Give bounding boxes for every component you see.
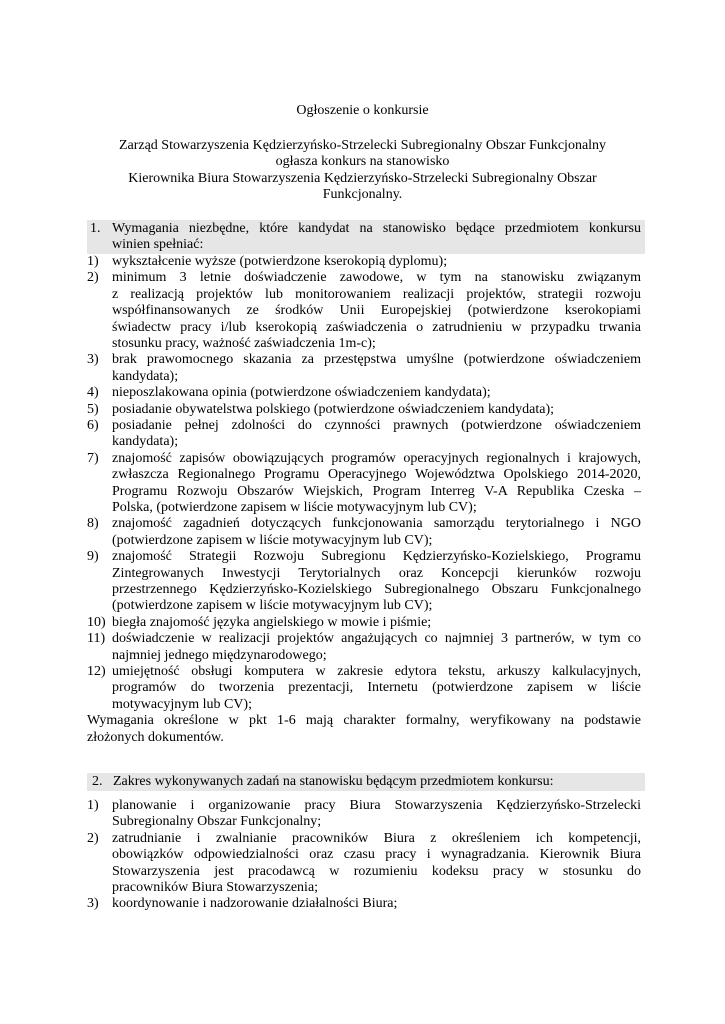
list-item-line: Programu Rozwoju Obszarów Wiejskich, Program Interreg V-A Republika Czeska – — [112, 483, 641, 499]
list-item-line: zwłaszcza Regionalnego Programu Operacyjnego Województwa Opolskiego 2014-2020, — [112, 467, 641, 483]
list-item-number: 2) — [87, 270, 99, 286]
intro-line: Zarząd Stowarzyszenia Kędzierzyńsko-Strzelecki Subregionalny Obszar Funkcjonalny — [118, 138, 607, 153]
section-1-heading-line1: Wymagania niezbędne, które kandydat na stanowisko będące przedmiotem konkursu — [112, 221, 641, 236]
list-item-line: z realizacją projektów lub monitorowaniem realizacji projektów, strategii rozwoju — [112, 286, 641, 302]
intro-line: ogłasza konkurs na stanowisko — [275, 154, 450, 169]
list-item-line: świadectw pracy i/lub kserokopią zaświadczenia o zatrudnieniu w przypadku trwania — [112, 319, 641, 335]
list-item-line: brak prawomocnego skazania za przestępstwa umyślne (potwierdzone oświadczeniem — [112, 352, 641, 368]
list-item-line: (potwierdzone zapisem w liście motywacyjnym lub CV); — [112, 598, 433, 614]
list-item-line: nieposzlakowana opinia (potwierdzone oświadczeniem kandydata); — [112, 385, 491, 401]
list-item-line: Zintegrowanych Inwestycji Terytorialnych oraz Koncepcji kierunków rozwoju — [112, 565, 641, 581]
list-item-number: 9) — [87, 549, 99, 565]
list-item-line: obowiązków odpowiedzialności oraz czasu pracy i wynagradzania. Kierownik Biura — [112, 847, 641, 863]
list-item-line: posiadanie obywatelstwa polskiego (potwierdzone oświadczeniem kandydata); — [112, 401, 555, 417]
list-item-number: 11) — [87, 631, 106, 647]
list-item-line: znajomość zagadnień dotyczących funkcjonowania samorządu terytorialnego i NGO — [112, 516, 641, 532]
list-item-number: 12) — [87, 664, 106, 679]
list-item-line: minimum 3 letnie doświadczenie zawodowe, w tym na stanowisku związanym — [112, 270, 641, 286]
section-2-number: 2. — [92, 774, 103, 789]
list-item-line: (potwierdzone zapisem w liście motywacyjnym lub CV); — [112, 532, 433, 548]
list-item-line: Polska, (potwierdzone zapisem w liście motywacyjnym lub CV); — [112, 500, 477, 515]
list-item-line: programów do tworzenia prezentacji, Internetu (potwierdzone zapisem w liście — [112, 680, 641, 696]
list-item-line: zatrudnianie i zwalnianie pracowników Biura z określeniem ich kompetencji, — [112, 830, 641, 846]
intro-line: Kierownika Biura Stowarzyszenia Kędzierzyńsko-Strzelecki Subregionalny Obszar — [128, 171, 597, 186]
list-item-number: 5) — [87, 401, 99, 417]
list-item-line: współfinansowanych ze środków Unii Europejskiej (potwierdzone kserokopiami — [112, 303, 641, 319]
list-item-number: 1) — [87, 798, 99, 813]
list-item-line: pracowników Biura Stowarzyszenia; — [112, 880, 319, 895]
list-item-line: stosunku pracy, ważność zaświadczenia 1m-c); — [112, 336, 376, 351]
list-item-number: 4) — [87, 385, 99, 401]
list-item-line: znajomość Strategii Rozwoju Subregionu Kędzierzyńsko-Kozielskiego, Programu — [112, 549, 641, 565]
list-item-line: kandydata); — [112, 434, 179, 450]
list-item-line: Stowarzyszenia jest pracodawcą w rozumieniu kodeksu pracy w stosunku do — [112, 863, 641, 879]
list-item-line: biegła znajomość języka angielskiego w mowie i piśmie; — [112, 614, 432, 630]
list-item-number: 7) — [87, 450, 99, 466]
list-item-line: najmniej jednego międzynarodowego; — [112, 647, 327, 663]
section-1-footer-line1: Wymagania określone w pkt 1-6 mają charakter formalny, weryfikowany na podstawie — [87, 713, 641, 729]
intro-line: Funkcjonalny. — [322, 187, 403, 202]
list-item-line: wykształcenie wyższe (potwierdzone kserokopią dyplomu); — [112, 254, 448, 269]
section-1-number: 1. — [90, 221, 101, 236]
list-item-number: 3) — [87, 352, 99, 368]
list-item-line: umiejętność obsługi komputera w zakresie edytora tekstu, arkuszy kalkulacyjnych, — [112, 664, 641, 679]
list-item-line: znajomość zapisów obowiązujących programów operacyjnych regionalnych i krajowych, — [112, 450, 641, 466]
list-item-line: koordynowanie i nadzorowanie działalności Biura; — [112, 896, 398, 912]
section-1-footer-line2: złożonych dokumentów. — [87, 729, 224, 745]
list-item-number: 2) — [87, 830, 99, 846]
list-item-line: motywacyjnym lub CV); — [112, 696, 252, 712]
document-title: Ogłoszenie o konkursie — [296, 103, 429, 118]
list-item-number: 8) — [87, 516, 99, 532]
list-item-number: 10) — [87, 614, 106, 630]
list-item-line: doświadczenie w realizacji projektów angażujących co najmniej 3 partnerów, w tym co — [112, 631, 641, 647]
list-item-number: 1) — [87, 254, 99, 269]
section-2-heading: Zakres wykonywanych zadań na stanowisku będącym przedmiotem konkursu: — [113, 774, 554, 789]
list-item-line: przestrzennego Kędzierzyńsko-Kozielskiego Subregionalnego Obszaru Funkcjonalnego — [112, 582, 641, 597]
list-item-line: planowanie i organizowanie pracy Biura Stowarzyszenia Kędzierzyńsko-Strzelecki — [112, 798, 641, 813]
list-item-number: 3) — [87, 896, 99, 912]
list-item-line: kandydata); — [112, 368, 179, 384]
list-item-number: 6) — [87, 418, 99, 433]
list-item-line: posiadanie pełnej zdolności do czynności prawnych (potwierdzone oświadczeniem — [112, 418, 641, 433]
section-1-heading-line2: winien spełniać: — [112, 237, 204, 252]
list-item-line: Subregionalny Obszar Funkcjonalny; — [112, 814, 322, 830]
